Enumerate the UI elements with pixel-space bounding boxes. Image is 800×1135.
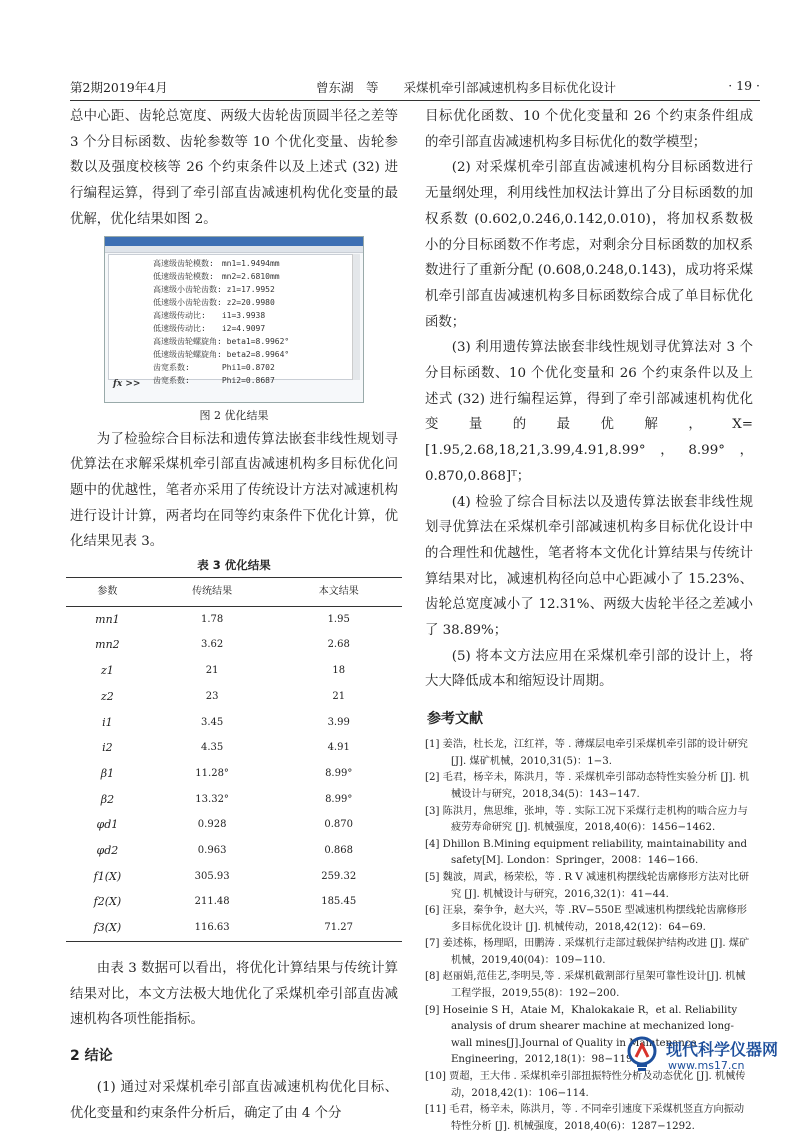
table-row: [66, 787, 402, 813]
reference-item: [7] 姜述栋，杨理昭，田鹏涛 . 采煤机行走部过载保护结构改进 [J]. 煤矿机械，2019,40(04)：109−110.: [425, 938, 750, 966]
table-row: [66, 710, 402, 736]
parameter-symbol: i2: [102, 741, 113, 755]
output-line: 低速级齿轮螺旋角: beta2=8.9964°: [153, 349, 290, 359]
column-header: 本文结果: [275, 578, 402, 607]
running-title: 曾东湖 等 采煤机牵引部减速机构多目标优化设计: [316, 80, 617, 95]
optimized-value: 21: [332, 690, 346, 702]
table-title: 表 3 优化结果: [197, 558, 271, 573]
left-column: [70, 104, 398, 1126]
optimized-value: 185.45: [321, 896, 357, 908]
parameter-symbol: z2: [101, 689, 114, 703]
output-line: 高速级齿轮螺旋角: beta1=8.9962°: [153, 336, 290, 346]
reference-item: [1] 姜浩，杜长龙，江红祥，等 . 薄煤层电牵引采煤机牵引部的设计研究 [J]. 煤矿机械，2010,31(5)：1−3.: [425, 739, 748, 767]
output-line: 低速级齿轮模数: mn2=2.6810mm: [153, 271, 280, 281]
parameter-symbol: f1(X): [93, 869, 122, 883]
table-header-row: [66, 578, 402, 607]
section-heading: 2 结论: [70, 1047, 113, 1064]
traditional-value: 3.45: [200, 716, 224, 728]
table-row: [66, 889, 402, 915]
parameter-symbol: φd2: [96, 844, 119, 858]
output-line: 高速级小齿轮齿数: z1=17.9952: [153, 284, 275, 294]
optimized-value: 8.99°: [325, 793, 353, 805]
page-number: · 19 ·: [728, 78, 760, 93]
optimized-value: 3.99: [327, 716, 350, 728]
references-heading: 参考文献: [427, 711, 483, 728]
paragraph: 由表 3 数据可以看出，将优化计算结果与传统计算结果对比，本文方法极大地优化了采煤机牵引部直齿减速机构各项性能指标。: [70, 960, 398, 1028]
parameter-symbol: z1: [101, 664, 114, 678]
table-row: [66, 761, 402, 787]
results-table: [66, 577, 402, 942]
traditional-value: 11.28°: [195, 767, 229, 779]
table-row: [66, 812, 402, 838]
parameter-symbol: mn1: [95, 612, 120, 626]
parameter-symbol: f2(X): [93, 895, 122, 909]
optimized-value: 4.91: [327, 742, 350, 754]
optimized-value: 0.868: [324, 845, 354, 857]
paragraph: (3) 利用遗传算法嵌套非线性规划寻优算法对 3 个分目标函数、10 个优化变量和 26 个约束条件以及上述式 (32) 进行编程运算，得到了牵引部减速机构优化变量的最优解，X=[1.95,2.68,18,21,3.99,4.91,8.99°，8.99°，0.870,0.868]ᵀ；: [425, 340, 753, 484]
parameter-symbol: β2: [100, 792, 115, 806]
traditional-value: 211.48: [194, 896, 230, 908]
paragraph: (1) 通过对采煤机牵引部直齿减速机构优化目标、优化变量和约束条件分析后，确定了由 4 个分: [70, 1079, 398, 1121]
reference-item: [2] 毛君，杨辛未，陈洪月，等 . 采煤机牵引部动态特性实验分析 [J]. 机械设计与研究，2018,34(5)：143−147.: [425, 772, 750, 800]
output-line: 低速级传动比: i2=4.9097: [153, 323, 266, 333]
traditional-value: 23: [205, 690, 219, 702]
scrollbar: [352, 254, 360, 380]
parameter-symbol: β1: [100, 766, 115, 780]
optimized-value: 2.68: [327, 639, 350, 651]
window-titlebar: [105, 237, 363, 246]
parameter-symbol: mn2: [95, 638, 120, 652]
traditional-value: 21: [205, 665, 219, 677]
reference-item: [10] 贾超，王大伟 . 采煤机牵引部扭振特性分析及动态优化 [J]. 机械传动，2018,42(1)：106−114.: [425, 1071, 746, 1099]
header-rule: [70, 100, 760, 101]
reference-item: [5] 魏波，周武，杨荣松，等 . R V 减速机构摆线轮齿廓修形方法对比研究 [J]. 机械设计与研究，2016,32(1)：41−44.: [425, 871, 749, 900]
paragraph: (4) 检验了综合目标法以及遗传算法嵌套非线性规划寻优算法在采煤机牵引部减速机构多目标优化设计中的合理性和优越性，笔者将本文优化计算结果与传统计算结果对比，减速机构径向总中心距减小了 15.23%、齿轮总宽度减小了 12.31%、两级大齿轮半径之差减小了 38.89%；: [425, 494, 753, 639]
column-header: 传统结果: [149, 578, 276, 607]
traditional-value: 4.35: [200, 742, 224, 754]
traditional-value: 1.78: [200, 613, 224, 625]
reference-item: [3] 陈洪月，焦思维，张坤，等 . 实际工况下采煤行走机构的啮合应力与疲劳寿命研究 [J]. 机械强度，2018,40(6)：1456−1462.: [425, 805, 748, 834]
traditional-value: 116.63: [149, 915, 276, 941]
watermark-logo: [620, 1033, 788, 1079]
table-row: [66, 864, 402, 890]
optimized-value: 18: [332, 665, 346, 677]
output-line: 齿宽系数: Phi2=0.8687: [153, 375, 275, 385]
figure-caption: 图 2 优化结果: [199, 408, 269, 422]
parameter-symbol: i1: [102, 715, 113, 729]
paragraph: (2) 对采煤机牵引部直齿减速机构分目标函数进行无量纲处理，利用线性加权法计算出了分目标函数的加权系数 (0.602,0.246,0.142,0.010)，将加权系数极小的分目标函数不作考虑，对剩余分目标函数的加权系数进行了重新分配 (0.608,0.248,0.143)，成功将采煤机牵引部直齿减速机构多目标函数综合成了单目标优化函数；: [425, 160, 753, 330]
watermark-name: 现代科学仪器网: [666, 1040, 779, 1059]
optimized-value: 259.32: [321, 870, 357, 882]
table-row: [66, 658, 402, 684]
reference-item: [8] 赵丽娟,范佳艺,李明昊,等 . 采煤机截割部行星架可靠性设计[J]. 机械工程学报，2019,55(8)：192−200.: [425, 971, 746, 1000]
traditional-value: 3.62: [200, 639, 224, 651]
paragraph: (5) 将本文方法应用在采煤机牵引部的设计上，将大大降低成本和缩短设计周期。: [425, 648, 753, 690]
paragraph: 总中心距、齿轮总宽度、两级大齿轮齿顶圆半径之差等 3 个分目标函数、齿轮参数等 10 个优化变量、齿轮参数以及强度校核等 26 个约束条件以及上述式 (32) 进行编程运算，得到了牵引部直齿减速机构优化变量的最优解，优化结果如图 2。: [70, 109, 398, 227]
output-line: 高速级齿轮模数: mn1=1.9494mm: [153, 258, 280, 268]
traditional-value: 13.32°: [195, 793, 229, 805]
output-line: 齿宽系数: Phi1=0.8702: [153, 362, 275, 372]
traditional-value: 0.963: [197, 845, 227, 857]
parameter-symbol: f3(X): [66, 915, 149, 941]
table-row: [66, 684, 402, 710]
output-line: 高速级传动比: i1=3.9938: [153, 310, 266, 320]
lightbulb-icon: [622, 1035, 662, 1075]
optimized-value: 8.99°: [325, 767, 353, 779]
column-header: 参数: [66, 578, 149, 607]
issue-date: 第2期2019年4月: [70, 80, 168, 95]
running-header: [70, 78, 760, 98]
right-column: [425, 104, 753, 1135]
table-row: [66, 606, 402, 632]
command-prompt: fx >>: [113, 378, 141, 389]
table-body: [66, 606, 402, 941]
table-row: [66, 838, 402, 864]
table-row: [66, 915, 402, 941]
reference-item: [9] Hoseinie S H，Ataie M，Khalokakaie R，et al. Reliability analysis of drum shearer machine at mechanized long-wall mines[J].Journal of Quality in Maintenance Engineering，2012,18(1)：98−119.: [425, 1004, 738, 1066]
reference-item: [6] 汪泉，秦争争，赵大兴，等 .RV−550E 型减速机构摆线轮齿廓修形多目标优化设计 [J]. 机械传动，2018,42(12)：64−69.: [425, 905, 747, 933]
watermark-url: www.ms17.cn: [668, 1059, 745, 1072]
optimized-value: 71.27: [275, 915, 402, 941]
reference-item: [11] 毛君，杨辛未，陈洪月，等 . 不同牵引速度下采煤机竖直方向振动特性分析 [J]. 机械强度，2018,40(6)：1287−1292.: [425, 1104, 745, 1132]
parameter-symbol: φd1: [96, 818, 119, 832]
optimized-value: 1.95: [327, 613, 350, 625]
figure-software-screenshot: [104, 236, 364, 403]
paragraph: 为了检验综合目标法和遗传算法嵌套非线性规划寻优算法在求解采煤机牵引部直齿减速机构多目标优化问题中的优越性，笔者亦采用了传统设计方法对减速机构进行设计计算，两者均在同等约束条件下优化计算，优化结果见表 3。: [70, 431, 398, 550]
table-row: [66, 632, 402, 658]
output-line: 低速级小齿轮齿数: z2=20.9980: [153, 297, 275, 307]
optimized-value: 0.870: [324, 819, 354, 831]
table-row: [66, 735, 402, 761]
traditional-value: 305.93: [194, 870, 230, 882]
reference-item: [4] Dhillon B.Mining equipment reliability, maintainability and safety[M]. London：Springer，2008：146−166.: [425, 838, 748, 867]
paragraph: 目标优化函数、10 个优化变量和 26 个约束条件组成的牵引部直齿减速机构多目标优化的数学模型；: [425, 109, 753, 150]
traditional-value: 0.928: [197, 819, 227, 831]
window-menubar: [105, 246, 363, 253]
